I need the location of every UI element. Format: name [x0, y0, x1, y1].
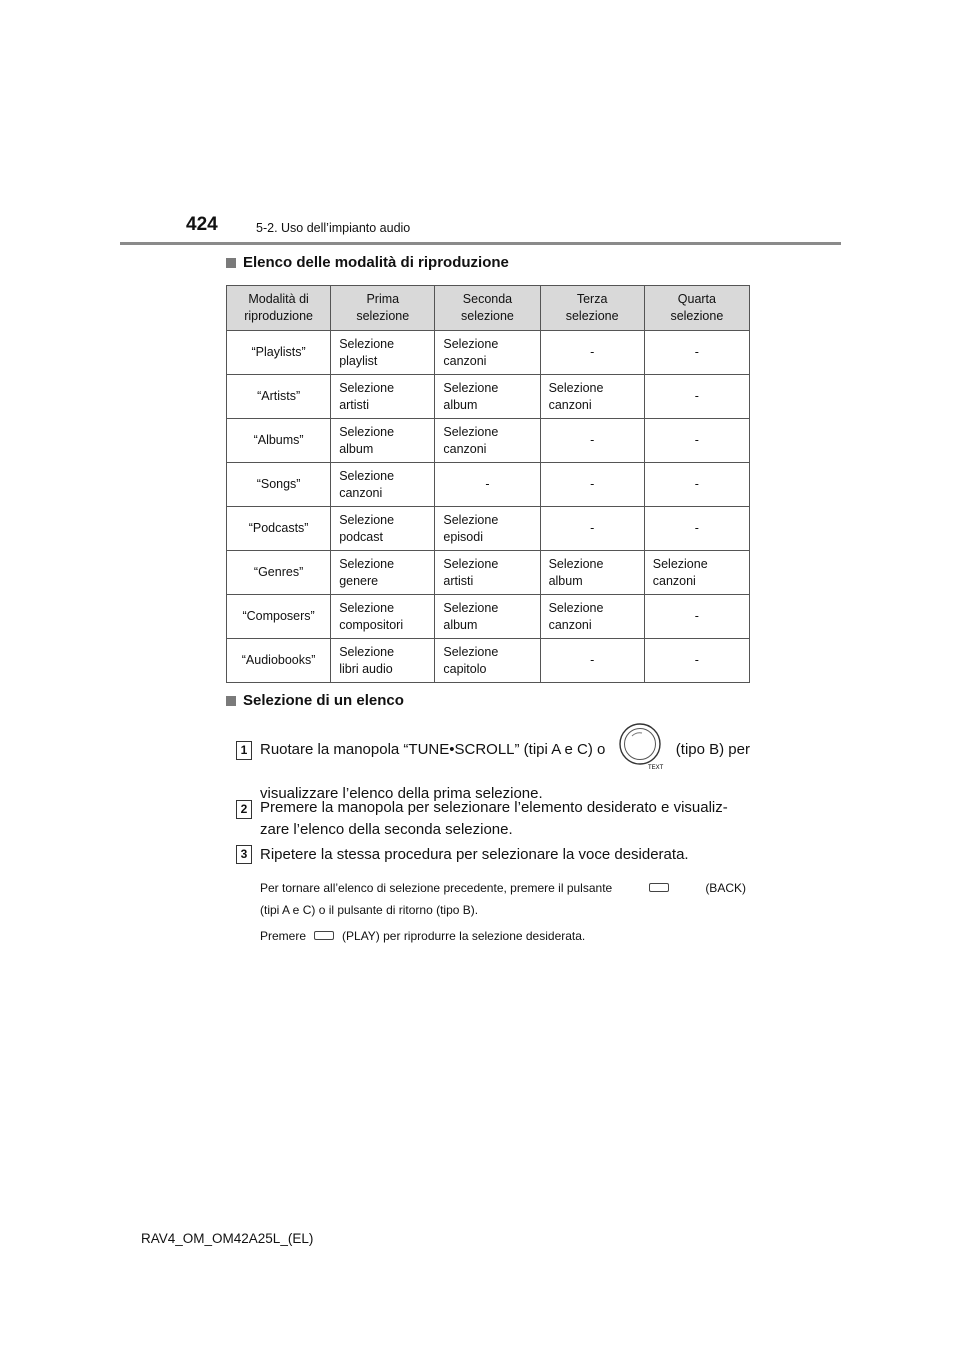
play-button-icon	[314, 931, 334, 940]
table-row	[227, 639, 750, 683]
table-cell: Selezione canzoni	[540, 375, 644, 419]
table-cell: Selezione album	[435, 375, 540, 419]
table-cell: -	[540, 639, 644, 683]
table-cell: Selezione genere	[331, 551, 435, 595]
step-2-text-line2: zare l’elenco della seconda selezione.	[260, 821, 513, 838]
playback-modes-table	[226, 285, 750, 683]
table-cell: Selezione podcast	[331, 507, 435, 551]
table-cell: “Genres”	[227, 551, 331, 595]
step-number-badge: 1	[236, 741, 252, 760]
back-note	[260, 877, 746, 921]
table-cell: Selezione episodi	[435, 507, 540, 551]
table-cell: Selezione playlist	[331, 331, 435, 375]
play-note	[260, 925, 746, 947]
table-cell: “Podcasts”	[227, 507, 331, 551]
table-row	[227, 463, 750, 507]
table-cell: -	[644, 375, 749, 419]
column-header: Terza selezione	[540, 286, 644, 331]
step-1-text	[260, 722, 750, 805]
table-cell: Selezione capitolo	[435, 639, 540, 683]
heading-text: Elenco delle modalità di riproduzione	[243, 254, 509, 271]
table-cell: -	[644, 463, 749, 507]
table-header-row	[227, 286, 750, 331]
table-cell: Selezione libri audio	[331, 639, 435, 683]
table-cell: Selezione album	[540, 551, 644, 595]
column-header: Modalità di riproduzione	[227, 286, 331, 331]
back-note-part1: Per tornare all’elenco di selezione precedente, premere il pulsante	[260, 881, 613, 895]
table-cell: Selezione album	[331, 419, 435, 463]
step-number-badge: 2	[236, 800, 252, 819]
table-row	[227, 375, 750, 419]
table-cell: -	[540, 419, 644, 463]
table-cell: Selezione artisti	[435, 551, 540, 595]
back-note-line2: (tipi A e C) o il pulsante di ritorno (tipo B).	[260, 903, 479, 917]
list-selection-heading	[226, 692, 404, 709]
step-2-text-line1: Premere la manopola per selezionare l’elemento desiderato e visualiz-	[260, 799, 728, 816]
table-cell: Selezione canzoni	[644, 551, 749, 595]
page-number: 424	[186, 214, 218, 235]
table-cell: -	[540, 331, 644, 375]
table-cell: “Albums”	[227, 419, 331, 463]
table-row	[227, 507, 750, 551]
column-header: Seconda selezione	[435, 286, 540, 331]
header-rule	[120, 242, 841, 245]
back-button-icon	[649, 883, 669, 892]
back-note-part2: (BACK)	[705, 881, 746, 895]
table-row	[227, 331, 750, 375]
table-cell: -	[644, 419, 749, 463]
table-cell: -	[435, 463, 540, 507]
table-row	[227, 551, 750, 595]
step-1-text-line2: visualizzare l’elenco della prima selezione.	[260, 785, 543, 802]
table-cell: “Songs”	[227, 463, 331, 507]
table-cell: Selezione compositori	[331, 595, 435, 639]
table-cell: “Audiobooks”	[227, 639, 331, 683]
square-bullet-icon	[226, 696, 236, 706]
table-cell: Selezione artisti	[331, 375, 435, 419]
column-header: Quarta selezione	[644, 286, 749, 331]
table-cell: -	[540, 507, 644, 551]
square-bullet-icon	[226, 258, 236, 268]
table-cell: Selezione canzoni	[331, 463, 435, 507]
step-3-text: Ripetere la stessa procedura per selezionare la voce desiderata.	[260, 846, 689, 863]
tune-scroll-knob-icon	[618, 722, 664, 777]
table-cell: -	[540, 463, 644, 507]
table-cell: -	[644, 639, 749, 683]
table-cell: “Composers”	[227, 595, 331, 639]
table-cell: Selezione canzoni	[435, 331, 540, 375]
play-note-part1: Premere	[260, 929, 307, 943]
table-cell: -	[644, 331, 749, 375]
step-number-badge: 3	[236, 845, 252, 864]
table-row	[227, 595, 750, 639]
step-2-text	[260, 797, 746, 841]
table-cell: -	[644, 507, 749, 551]
step-1-text-part2: (tipo B) per	[675, 740, 750, 758]
heading-text: Selezione di un elenco	[243, 692, 404, 709]
table-cell: -	[644, 595, 749, 639]
table-row	[227, 419, 750, 463]
table-cell: “Artists”	[227, 375, 331, 419]
table-cell: Selezione canzoni	[435, 419, 540, 463]
section-reference: 5-2. Uso dell’impianto audio	[256, 221, 411, 235]
column-header: Prima selezione	[331, 286, 435, 331]
knob-label: TEXT	[647, 765, 663, 770]
playback-modes-heading	[226, 254, 509, 271]
table-cell: Selezione album	[435, 595, 540, 639]
table-cell: “Playlists”	[227, 331, 331, 375]
play-note-part2: (PLAY) per riprodurre la selezione desiderata.	[342, 929, 586, 943]
table-cell: Selezione canzoni	[540, 595, 644, 639]
step-1-text-part1: Ruotare la manopola “TUNE•SCROLL” (tipi A e C) o	[260, 740, 606, 758]
document-footer: RAV4_OM_OM42A25L_(EL)	[141, 1231, 314, 1246]
